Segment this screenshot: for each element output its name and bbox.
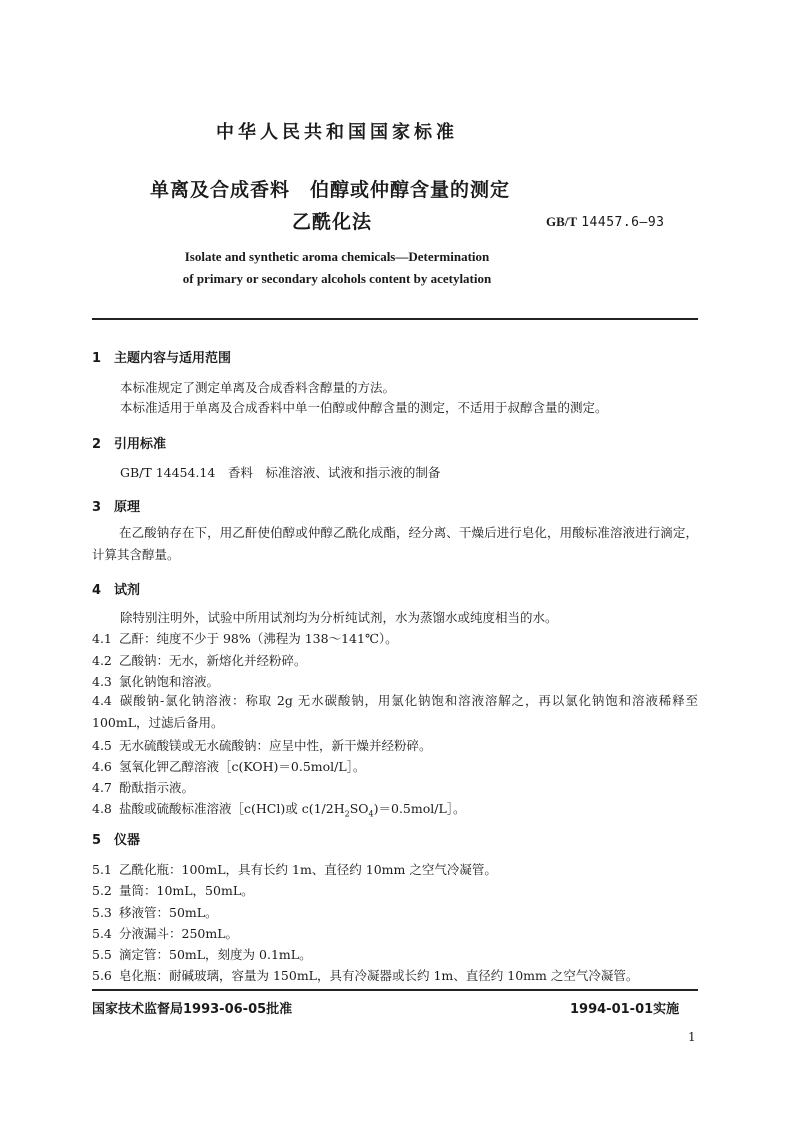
- item-text: 氯化钠饱和溶液。: [119, 674, 220, 689]
- standard-code: 14457.6—93: [581, 215, 665, 230]
- item-number: 5.2: [92, 883, 112, 898]
- section-1-paragraph-2: 本标准适用于单离及合成香料中单一伯醇或仲醇含量的测定，不适用于叔醇含量的测定。: [120, 400, 608, 415]
- list-item-wrapped: [92, 690, 698, 734]
- list-item: [92, 904, 218, 922]
- item-text: 酚酞指示液。: [119, 780, 195, 795]
- list-item: [92, 925, 238, 943]
- approval-note: 国家技术监督局1993-06-05批准: [92, 1002, 293, 1017]
- item-number: 5.5: [92, 947, 112, 962]
- title-en-line2: of primary or secondary alcohols content by acetylation: [182, 271, 492, 286]
- section-2-heading: [92, 433, 166, 452]
- item-text: 乙酸钠：无水，新熔化并经粉碎。: [119, 653, 307, 668]
- item-number: 5.1: [92, 862, 112, 877]
- national-standard-heading: 中华人民共和国国家标准: [216, 122, 458, 143]
- item-text: 滴定管：50mL，刻度为 0.1mL。: [119, 947, 312, 962]
- item-number: 4.7: [92, 780, 112, 795]
- list-item: [92, 800, 466, 824]
- list-item: [92, 779, 194, 797]
- standard-prefix: GB/T: [546, 214, 578, 229]
- section-number: 4: [92, 583, 102, 598]
- section-4-intro: 除特别注明外，试验中所用试剂均为分析纯试剂，水为蒸馏水或纯度相当的水。: [120, 610, 558, 625]
- item-text: 氢氧化钾乙醇溶液［c(KOH)＝0.5mol/L］。: [119, 759, 366, 774]
- title-cn-line2: 乙酰化法: [292, 211, 373, 233]
- item-text: 乙酐：纯度不少于 98%（沸程为 138～141℃）。: [119, 631, 398, 646]
- list-item: [92, 652, 307, 670]
- list-item: [92, 946, 312, 964]
- list-item: [92, 967, 638, 985]
- footer-divider: [92, 989, 698, 991]
- section-3-heading: [92, 496, 140, 515]
- item-number: 4.8: [92, 801, 112, 816]
- list-item: [92, 737, 432, 755]
- item-text: 移液管：50mL。: [119, 905, 218, 920]
- item-number: 4.4: [92, 693, 112, 708]
- list-item: [92, 861, 497, 879]
- section-number: 5: [92, 833, 102, 848]
- section-title: 试剂: [114, 583, 141, 598]
- item-number: 4.3: [92, 674, 112, 689]
- item-text: 盐酸或硫酸标准溶液［c(HCl)或 $c(1/2H_2SO_4)=0.5mol/L]$。: [119, 801, 466, 819]
- title-en-line1: Isolate and synthetic aroma chemicals—Determination: [184, 249, 490, 264]
- section-number: 2: [92, 437, 102, 452]
- item-number: 4.5: [92, 738, 112, 753]
- section-1-paragraph-1: 本标准规定了测定单离及合成香料含醇量的方法。: [120, 380, 396, 395]
- section-title: 引用标准: [114, 437, 167, 452]
- item-number: 4.2: [92, 653, 112, 668]
- item-text: 分液漏斗：250mL。: [119, 926, 239, 941]
- section-3-paragraph: 在乙酸钠存在下，用乙酐使伯醇或仲醇乙酰化成酯，经分离、干燥后进行皂化，用酸标准溶液进行滴定，计算其含醇量。: [92, 525, 698, 562]
- list-item: [92, 882, 254, 900]
- item-text: 乙酰化瓶：100mL，具有长约 1m、直径约 10mm 之空气冷凝管。: [119, 862, 497, 877]
- reference-standard: GB/T 14454.14 香料 标准溶液、试液和指示液的制备: [120, 465, 441, 480]
- section-title: 原理: [114, 500, 141, 515]
- item-number: 4.6: [92, 759, 112, 774]
- standard-number: [546, 214, 665, 230]
- item-text: 量筒：10mL，50mL。: [119, 883, 254, 898]
- section-title: 主题内容与适用范围: [114, 351, 232, 366]
- item-number: 4.1: [92, 631, 112, 646]
- section-4-heading: [92, 579, 140, 598]
- item-text: 皂化瓶：耐碱玻璃，容量为 150mL，具有冷凝器或长约 1m、直径约 10mm 之空气冷凝管。: [119, 968, 639, 983]
- item-number: 5.4: [92, 926, 112, 941]
- implementation-date: 1994-01-01实施: [570, 1002, 680, 1017]
- section-number: 1: [92, 351, 102, 366]
- section-1-heading: [92, 347, 231, 366]
- item-text: 碳酸钠-氯化钠溶液：称取 2g 无水碳酸钠，用氯化钠饱和溶液溶解之，再以氯化钠饱和溶液稀释至 100mL，过滤后备用。: [92, 693, 698, 730]
- list-item: [92, 630, 398, 648]
- section-5-heading: [92, 829, 140, 848]
- list-item: [92, 673, 219, 691]
- item-number: 5.6: [92, 968, 112, 983]
- section-number: 3: [92, 500, 102, 515]
- item-number: 5.3: [92, 905, 112, 920]
- page-number: 1: [688, 1030, 696, 1044]
- title-cn-line1: 单离及合成香料 伯醇或仲醇含量的测定: [150, 179, 511, 201]
- item-text: 无水硫酸镁或无水硫酸钠：应呈中性，新干燥并经粉碎。: [119, 738, 432, 753]
- list-item: [92, 758, 365, 776]
- section-title: 仪器: [114, 833, 141, 848]
- header-divider: [92, 318, 698, 320]
